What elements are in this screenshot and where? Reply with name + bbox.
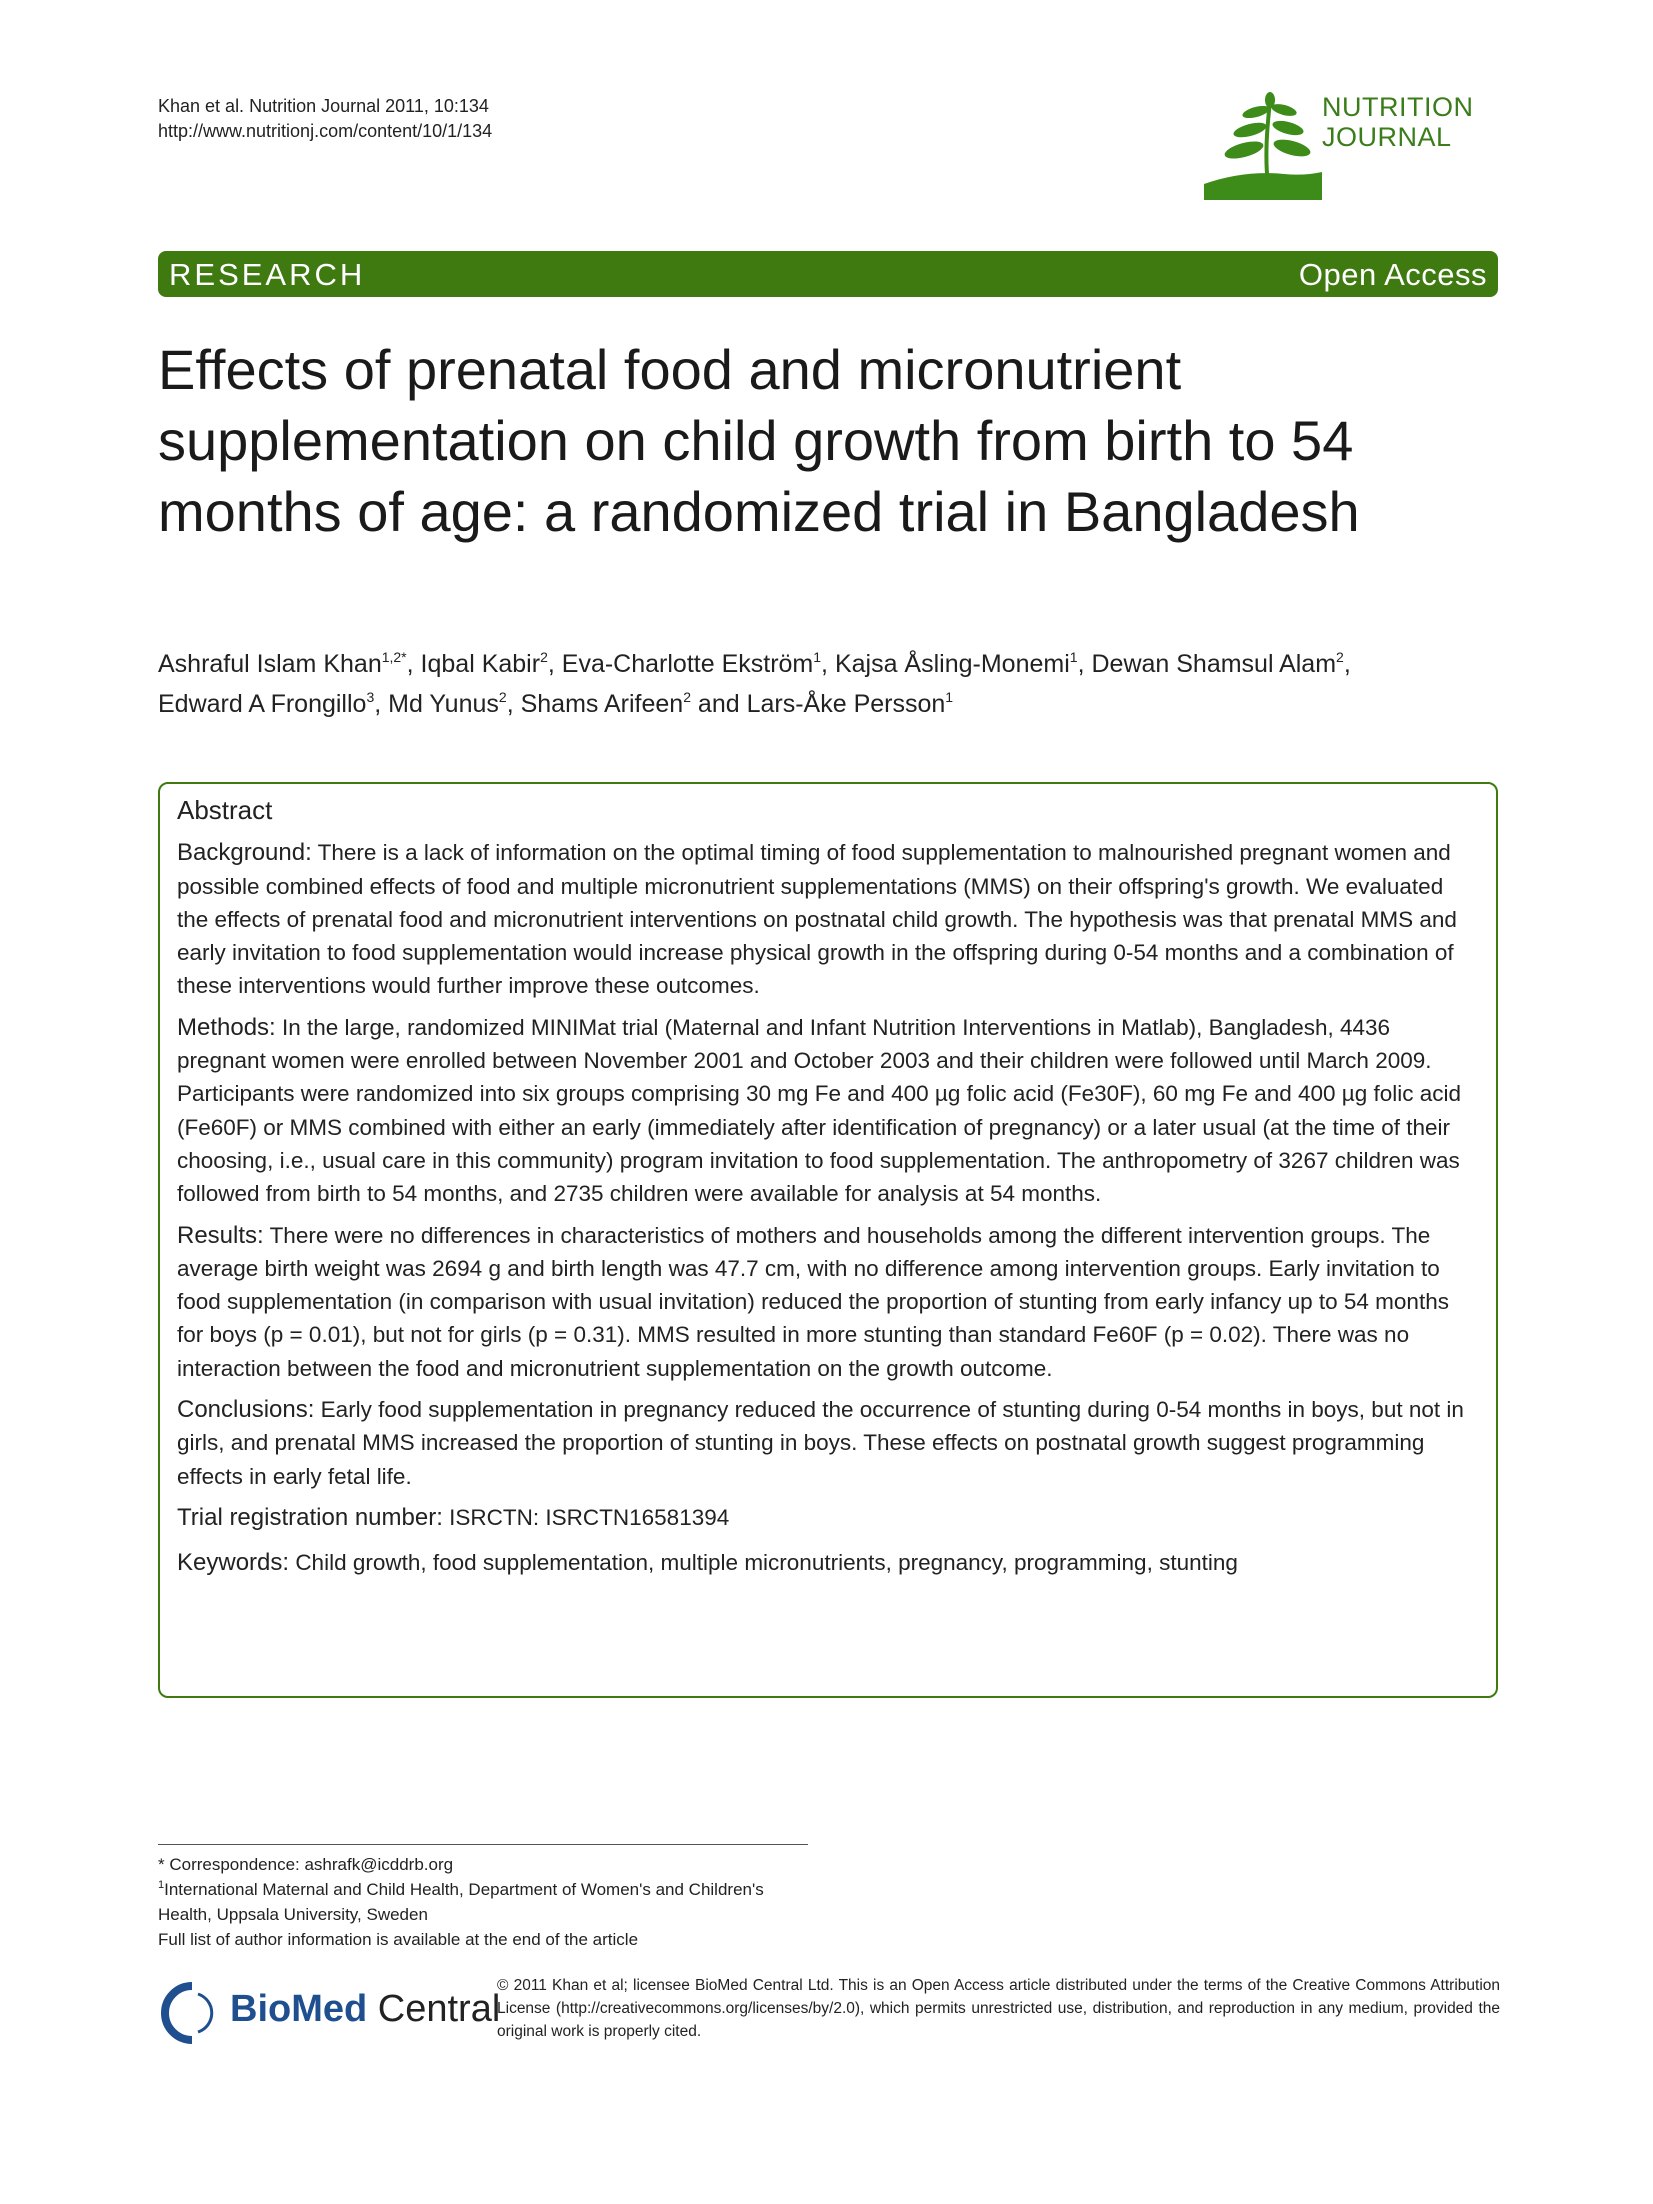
abstract-conclusions: [177, 1393, 1473, 1493]
author-name: Eva-Charlotte Ekström: [561, 650, 814, 678]
author-separator: and: [690, 690, 747, 718]
biomed-wordmark-bold: BioMed: [230, 1988, 368, 2030]
author-name: Edward A Frongillo: [158, 690, 367, 718]
affiliation: [158, 1877, 808, 1927]
author-separator: ,: [506, 690, 521, 718]
background-text: There is a lack of information on the optimal timing of food supplementation to malnourished pregnant women and possible combined effects of food and multiple micronutrient supplementations (MMS) on their offspring's growth. We evaluated the effects of prenatal food and micronutrient interventions on postnatal child growth. The hypothesis was that prenatal MMS and early invitation to food supplementation would increase physical growth in the offspring during 0-54 months and a combination of these interventions would further improve these outcomes.: [177, 840, 1457, 999]
author-name: Iqbal Kabir: [420, 650, 541, 678]
author-name: Ashraful Islam Khan: [158, 650, 382, 678]
author-affiliation-mark: 1: [1069, 649, 1078, 665]
methods-text: In the large, randomized MINIMat trial (Maternal and Infant Nutrition Interventions in Matlab), Bangladesh, 4436 pregnant women were enrolled between November 2001 and October 2003 and their children were followed until March 2009. Participants were randomized into six groups comprising 30 mg Fe and 400 µg folic acid (Fe30F), 60 mg Fe and 400 µg folic acid (Fe60F) or MMS combined with either an early (immediately after identification of pregnancy) or a later usual (at the time of their choosing, i.e., usual care in this community) program invitation to food supplementation. The anthropometry of 3267 children was followed from birth to 54 months, and 2735 children were available for analysis at 54 months.: [177, 1014, 1462, 1207]
trial-label: Trial registration number:: [177, 1503, 443, 1531]
correspondence: * Correspondence: ashrafk@icddrb.org: [158, 1855, 454, 1874]
author-separator: ,: [1343, 650, 1351, 678]
conclusions-text: Early food supplementation in pregnancy reduced the occurrence of stunting during 0-54 months in boys, but not in girls, and prenatal MMS increased the proportion of stunting in boys. These effects on postnatal growth suggest programming effects in early fetal life.: [177, 1397, 1464, 1489]
citation: [158, 94, 492, 144]
abstract-trial-registration: [177, 1501, 1473, 1534]
open-access-label: Open Access: [1298, 257, 1487, 292]
author-name: Dewan Shamsul Alam: [1091, 650, 1337, 678]
author-affiliation-mark: 3: [366, 689, 375, 705]
central-wordmark: Central: [367, 1988, 501, 2030]
author-separator: ,: [821, 650, 835, 678]
section-label: RESEARCH: [169, 257, 366, 292]
conclusions-label: Conclusions:: [177, 1396, 315, 1424]
license-text: © 2011 Khan et al; licensee BioMed Central Ltd. This is an Open Access article distributed under the terms of the Creative Commons Attribution License (http://creativecommons.org/licenses/by/2.0), which permits unrestricted use, distribution, and reproduction in any medium, provided the original work is properly cited.: [497, 1977, 1500, 2040]
abstract-results: [177, 1219, 1473, 1385]
author-separator: ,: [547, 650, 562, 678]
trial-text: ISRCTN: ISRCTN16581394: [449, 1504, 730, 1530]
author-affiliation-mark: 2: [1336, 649, 1344, 665]
footnote-rule: [158, 1844, 808, 1845]
results-text: There were no differences in characteristics of mothers and households among the different intervention groups. The average birth weight was 2694 g and birth length was 47.7 cm, with no difference among intervention groups. Early invitation to food supplementation (in comparison with usual invitation) reduced the proportion of stunting from early infancy up to 54 months for boys (p = 0.01), but not for girls (p = 0.31). MMS resulted in more stunting than standard Fe60F (p = 0.02). There was no interaction between the food and micronutrient supplementation on the growth outcome.: [177, 1222, 1449, 1381]
author-affiliation-mark: 1: [813, 649, 822, 665]
abstract-background: [177, 836, 1473, 1002]
abstract-box: [158, 782, 1498, 1698]
affiliation-text: International Maternal and Child Health, Department of Women's and Children's Health, Uppsala University, Sweden: [158, 1880, 764, 1924]
author-affiliation-mark: 2: [498, 689, 507, 705]
author-name: Lars-Åke Persson: [746, 690, 946, 718]
keywords-label: Keywords:: [177, 1549, 290, 1577]
author-name: Md Yunus: [388, 690, 499, 718]
affiliation-mark: 1: [158, 1879, 165, 1891]
article-url[interactable]: http://www.nutritionj.com/content/10/1/134: [158, 121, 493, 141]
results-label: Results:: [177, 1221, 264, 1249]
keywords-text: Child growth, food supplementation, multiple micronutrients, pregnancy, programming, stunting: [295, 1550, 1238, 1576]
background-label: Background:: [177, 839, 312, 867]
journal-name-line1: NUTRITION: [1322, 92, 1474, 122]
author-name: Shams Arifeen: [520, 690, 684, 718]
methods-label: Methods:: [177, 1013, 276, 1041]
author-name: Kajsa Åsling-Monemi: [834, 650, 1070, 678]
journal-name: [1322, 92, 1473, 152]
author-separator: ,: [1077, 650, 1092, 678]
author-affiliation-mark: 2: [540, 649, 548, 665]
footnotes: [158, 1852, 808, 1952]
author-list: [158, 644, 1498, 724]
author-affiliation-mark: 2: [683, 689, 691, 705]
article-title: Effects of prenatal food and micronutrient supplementation on child growth from birth to 54 months of age: a randomized trial in Bangladesh: [158, 338, 1360, 543]
journal-name-line2: JOURNAL: [1322, 122, 1452, 152]
biomed-central-wordmark: [230, 1984, 500, 2034]
section-bar: [158, 251, 1498, 297]
author-info-note: Full list of author information is available at the end of the article: [158, 1930, 639, 1949]
author-separator: ,: [406, 650, 421, 678]
author-affiliation-mark: 1: [945, 689, 954, 705]
citation-line: Khan et al. Nutrition Journal 2011, 10:134: [158, 96, 489, 116]
author-separator: ,: [374, 690, 389, 718]
abstract-keywords: [177, 1546, 1473, 1579]
abstract-methods: [177, 1011, 1473, 1211]
author-affiliation-mark: 1,2*: [381, 649, 407, 665]
abstract-heading: Abstract: [177, 795, 273, 825]
